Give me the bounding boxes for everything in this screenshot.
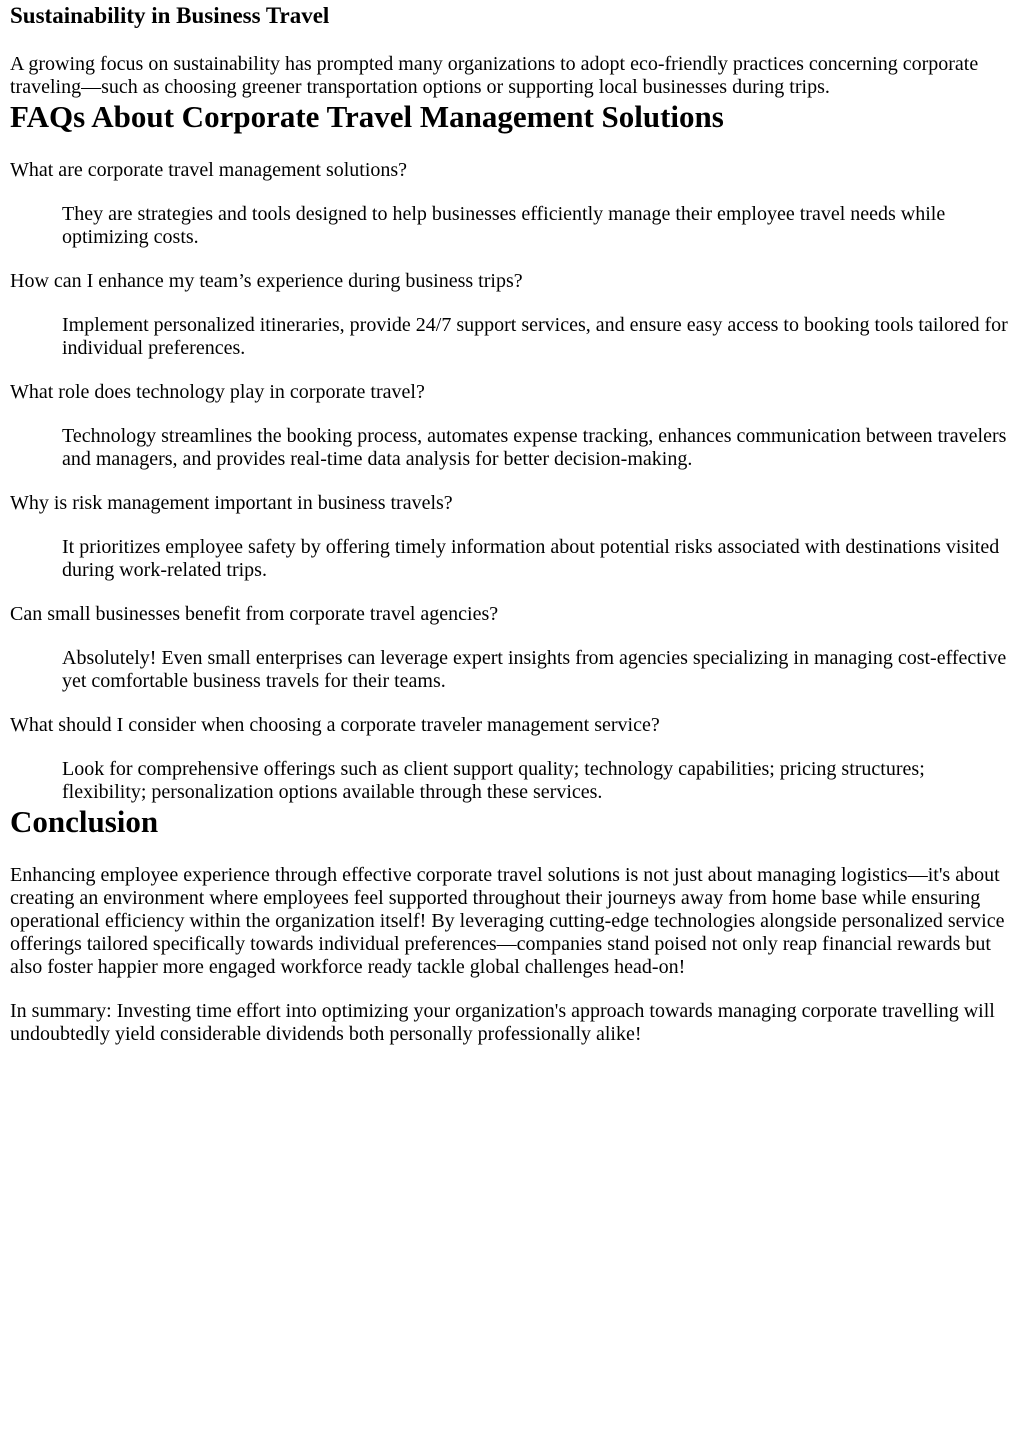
faq-answer: They are strategies and tools designed to help businesses efficiently manage their employee travel needs while optimizing costs. xyxy=(62,203,946,248)
faq-question: What should I consider when choosing a corporate traveler management service? xyxy=(10,714,660,736)
faq-answer: Technology streamlines the booking process, automates expense tracking, enhances communication between travelers and managers, and provides real-time data analysis for better decision-making. xyxy=(62,425,1007,470)
faq-answer: Absolutely! Even small enterprises can leverage expert insights from agencies specializing in managing cost-effective yet comfortable business travels for their teams. xyxy=(62,647,1007,692)
conclusion-paragraph: Enhancing employee experience through effective corporate travel solutions is not just about managing logistics—it's about creating an environment where employees feel supported throughout their journeys away from home base while ensuring operational efficiency within the organization itself! By leveraging cutting-edge technologies alongside personalized service offerings tailored specifically towards individual preferences—companies stand poised not only reap financial rewards but also foster happier more engaged workforce ready tackle global challenges head-on! xyxy=(10,864,1005,978)
faq-answer: Implement personalized itineraries, provide 24/7 support services, and ensure easy access to booking tools tailored for individual preferences. xyxy=(62,314,1008,359)
faq-list xyxy=(10,159,1014,804)
faq-answer: It prioritizes employee safety by offering timely information about potential risks associated with destinations visited during work-related trips. xyxy=(62,536,1000,581)
sustainability-heading: Sustainability in Business Travel xyxy=(10,3,330,28)
sustainability-paragraph: A growing focus on sustainability has prompted many organizations to adopt eco-friendly practices concerning corporate traveling—such as choosing greener transportation options or supporting local businesses during trips. xyxy=(10,53,979,98)
faq-question: What role does technology play in corporate travel? xyxy=(10,381,425,403)
faq-question: Why is risk management important in business travels? xyxy=(10,492,453,514)
faq-answer: Look for comprehensive offerings such as client support quality; technology capabilities; pricing structures; flexibility; personalization options available through these services. xyxy=(62,758,925,803)
conclusion-heading: Conclusion xyxy=(10,804,159,839)
faq-question: How can I enhance my team’s experience during business trips? xyxy=(10,270,523,292)
faq-question: Can small businesses benefit from corporate travel agencies? xyxy=(10,603,499,625)
faqs-heading: FAQs About Corporate Travel Management Solutions xyxy=(10,99,724,134)
summary-paragraph: In summary: Investing time effort into optimizing your organization's approach towards managing corporate travelling will undoubtedly yield considerable dividends both personally professionally alike! xyxy=(10,1000,995,1045)
faq-question: What are corporate travel management solutions? xyxy=(10,159,408,181)
